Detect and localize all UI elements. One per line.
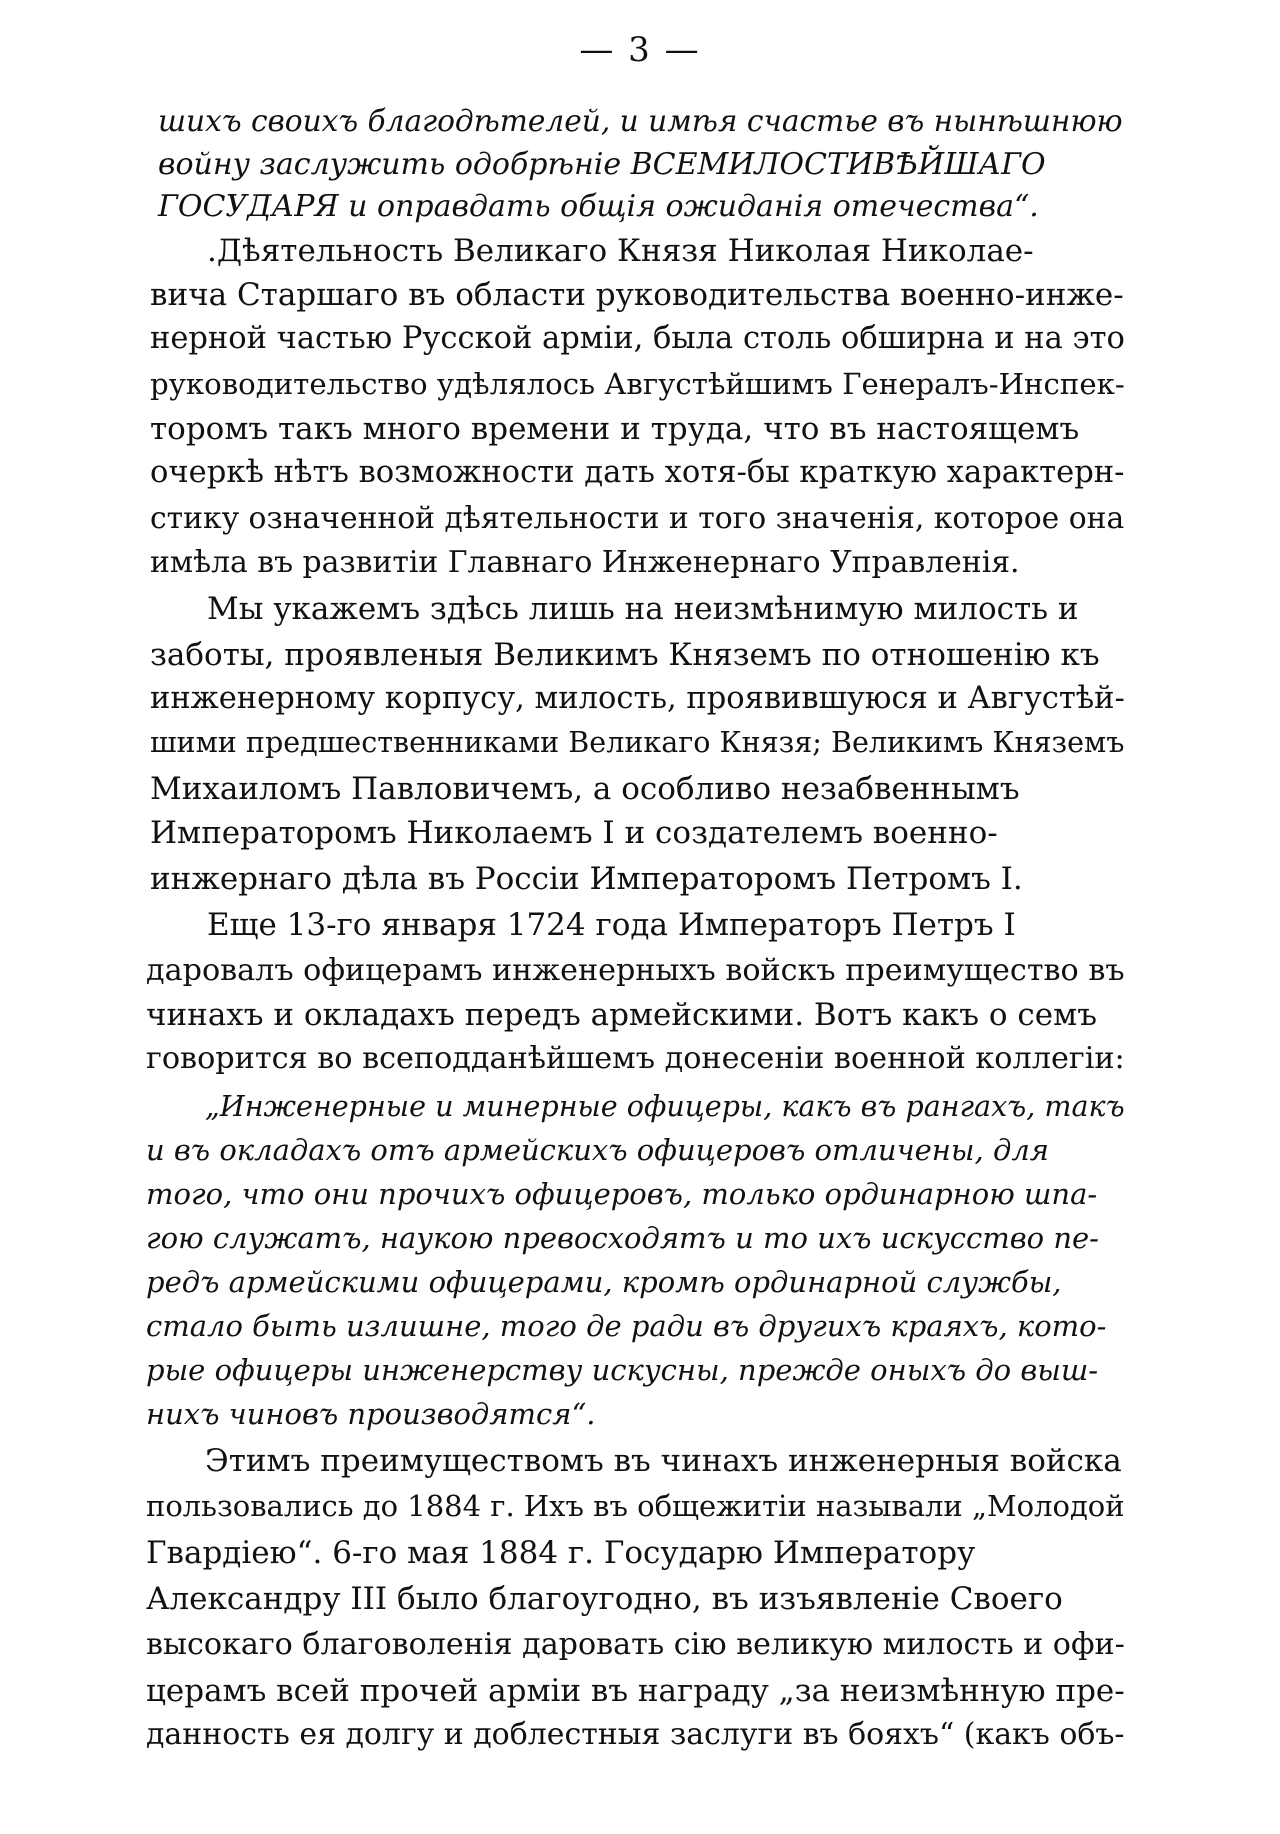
quote-line: редъ армейскими офицерами, кромѣ ординарной службы, (146, 1265, 1062, 1299)
text-line: высокаго благоволенія даровать сію великую милость и офи- (146, 1627, 1125, 1662)
text-line: очеркѣ нѣтъ возможности дать хотя-бы краткую характерн- (150, 455, 1125, 490)
text-line: стику означенной дѣятельности и того значенія, которое она (150, 501, 1125, 536)
text-line: инженерному корпусу, милость, проявившуюся и Августѣй- (150, 681, 1125, 716)
text-line: говорится во всеподданѣйшемъ донесеніи военной коллегіи: (146, 1041, 1125, 1076)
text-line: данность ея долгу и доблестныя заслуги въ бояхъ“ (какъ объ- (146, 1717, 1125, 1752)
text-line: вича Старшаго въ области руководительства военно-инже- (150, 277, 1124, 313)
text-line: церамъ всей прочей арміи въ награду „за неизмѣнную пре- (146, 1673, 1125, 1709)
text-line: Этимъ преимуществомъ въ чинахъ инженерныя войска (205, 1443, 1122, 1479)
text-line: .Дѣятельность Великаго Князя Николая Николае- (207, 233, 1034, 269)
quote-line: рые офицеры инженерству искусны, прежде оныхъ до выш- (146, 1353, 1099, 1387)
text-line: даровалъ офицерамъ инженерныхъ войскъ преимущество въ (146, 953, 1125, 988)
quote-line: того, что они прочихъ офицеровъ, только ординарною шпа- (146, 1177, 1098, 1211)
text-line: руководительство удѣлялось Августѣйшимъ Генералъ-Инспек- (150, 367, 1125, 401)
text-line: нерной частью Русской арміи, была столь обширна и на это (150, 321, 1125, 356)
quote-line: стало быть излишне, того де ради въ другихъ краяхъ, кото- (146, 1309, 1107, 1343)
quote-line: гою служатъ, наукою превосходятъ и то ихъ искусство пе- (146, 1221, 1099, 1255)
text-line: чинахъ и окладахъ передъ армейскими. Вотъ какъ о семъ (146, 997, 1097, 1033)
quote-line: „Инженерные и минерные офицеры, какъ въ рангахъ, такъ (205, 1089, 1125, 1123)
text-line: Александру III было благоугодно, въ изъявленіе Своего (146, 1581, 1063, 1617)
text-line: ГОСУДАРЯ и оправдать общія ожиданія отечества“. (158, 189, 1039, 224)
text-line: Гвардіею“. 6-го мая 1884 г. Государю Императору (146, 1535, 976, 1571)
text-line: имѣла въ развитіи Главнаго Инженернаго Управленія. (150, 545, 1020, 580)
text-line: Императоромъ Николаемъ I и создателемъ военно- (150, 815, 998, 851)
text-line: войну заслужить одобрѣніе ВСЕМИЛОСТИВѢЙШАГО (158, 147, 1046, 182)
text-line: шими предшественниками Великаго Князя; Великимъ Княземъ (150, 725, 1125, 759)
text-line: Михаиломъ Павловичемъ, а особливо незабвеннымъ (150, 771, 1020, 807)
text-line: Мы укажемъ здѣсь лишь на неизмѣнимую милость и (207, 591, 1079, 627)
text-line: заботы, проявленыя Великимъ Княземъ по отношенію къ (150, 637, 1100, 673)
page-number: — 3 — (579, 30, 701, 70)
text-line: торомъ такъ много времени и труда, что въ настоящемъ (150, 411, 1080, 447)
quote-line: нихъ чиновъ производятся“. (146, 1397, 596, 1431)
text-line: пользовались до 1884 г. Ихъ въ общежитіи называли „Молодой (146, 1489, 1125, 1523)
text-line: инжернаго дѣла въ Россіи Императоромъ Петромъ I. (150, 861, 1023, 897)
text-line: шихъ своихъ благодѣтелей, и имѣя счастье въ нынѣшнюю (158, 104, 1123, 138)
quote-line: и въ окладахъ отъ армейскихъ офицеровъ отличены, для (146, 1133, 1049, 1167)
text-line: Еще 13-го января 1724 года Императоръ Петръ I (207, 907, 1016, 943)
